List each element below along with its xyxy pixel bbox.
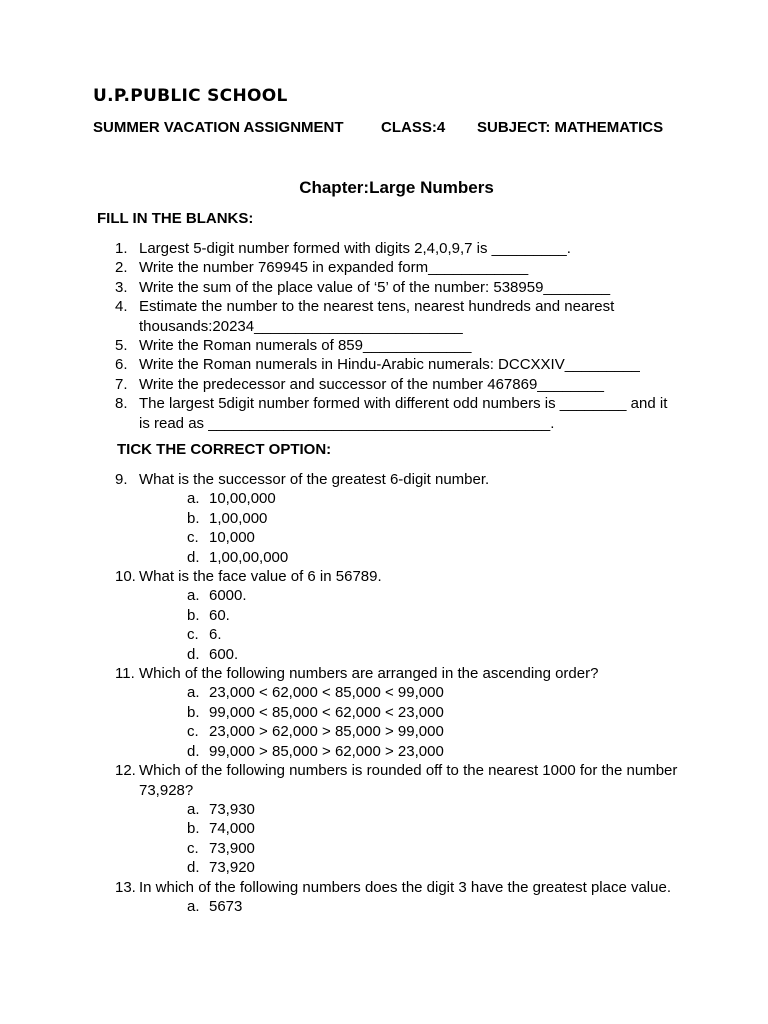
option-c[interactable] xyxy=(139,528,680,547)
option-label: a. xyxy=(187,587,200,605)
option-text: 99,000 > 85,000 > 62,000 > 23,000 xyxy=(209,742,444,760)
option-text: 23,000 > 62,000 > 85,000 > 99,000 xyxy=(209,723,444,741)
question-text: Write the Roman numerals of 859_____________ xyxy=(139,337,472,355)
option-label: b. xyxy=(187,606,200,624)
question-number: 8. xyxy=(115,395,128,413)
option-a[interactable] xyxy=(139,897,680,916)
option-a[interactable] xyxy=(139,800,680,819)
option-d[interactable] xyxy=(139,548,680,567)
fill-blanks-heading: FILL IN THE BLANKS: xyxy=(97,210,254,227)
option-text: 99,000 < 85,000 < 62,000 < 23,000 xyxy=(209,703,444,721)
option-label: a. xyxy=(187,684,200,702)
option-c[interactable] xyxy=(139,722,680,741)
option-d[interactable] xyxy=(139,742,680,761)
question-text: Which of the following numbers is rounded off to the nearest 1000 for the number 73,928? xyxy=(139,762,678,799)
question-number: 12. xyxy=(115,762,136,780)
question-text: Write the predecessor and successor of the number 467869________ xyxy=(139,375,605,393)
option-label: a. xyxy=(187,897,200,915)
question-7 xyxy=(115,375,680,394)
question-2 xyxy=(115,258,680,277)
option-d[interactable] xyxy=(139,858,680,877)
question-6 xyxy=(115,355,680,374)
option-text: 6000. xyxy=(209,587,247,605)
option-list xyxy=(139,897,680,916)
question-text: What is the face value of 6 in 56789. xyxy=(139,568,382,586)
option-label: c. xyxy=(187,529,199,547)
option-text: 600. xyxy=(209,645,239,663)
option-label: c. xyxy=(187,839,199,857)
option-text: 73,920 xyxy=(209,859,255,877)
question-4 xyxy=(115,297,680,336)
option-text: 60. xyxy=(209,606,230,624)
question-8 xyxy=(115,394,680,433)
class-label: CLASS:4 xyxy=(381,119,446,136)
question-number: 4. xyxy=(115,298,128,316)
question-text: Write the Roman numerals in Hindu-Arabic numerals: DCCXXIV_________ xyxy=(139,356,640,374)
question-number: 3. xyxy=(115,278,128,296)
option-text: 10,000 xyxy=(209,529,255,547)
option-list xyxy=(139,800,680,878)
option-label: c. xyxy=(187,626,199,644)
assignment-title: SUMMER VACATION ASSIGNMENT xyxy=(93,119,344,136)
question-13 xyxy=(115,878,680,917)
option-text: 73,900 xyxy=(209,839,255,857)
option-a[interactable] xyxy=(139,683,680,702)
option-text: 5673 xyxy=(209,897,243,915)
option-text: 6. xyxy=(209,626,222,644)
question-number: 11. xyxy=(115,665,135,683)
question-number: 7. xyxy=(115,375,128,393)
subject-label: SUBJECT: MATHEMATICS xyxy=(477,119,664,136)
question-number: 5. xyxy=(115,337,128,355)
option-a[interactable] xyxy=(139,586,680,605)
option-b[interactable] xyxy=(139,509,680,528)
option-label: b. xyxy=(187,703,200,721)
assignment-header xyxy=(93,119,663,136)
question-number: 2. xyxy=(115,259,128,277)
question-text: Write the sum of the place value of ‘5’ of the number: 538959________ xyxy=(139,278,611,296)
option-label: a. xyxy=(187,800,200,818)
option-text: 74,000 xyxy=(209,820,255,838)
option-label: b. xyxy=(187,820,200,838)
option-text: 1,00,00,000 xyxy=(209,548,289,566)
option-a[interactable] xyxy=(139,489,680,508)
option-text: 23,000 < 62,000 < 85,000 < 99,000 xyxy=(209,684,444,702)
question-text: In which of the following numbers does the digit 3 have the greatest place value. xyxy=(139,878,671,896)
question-3 xyxy=(115,278,680,297)
question-text: The largest 5digit number formed with different odd numbers is ________ and it is read as _________________________________________. xyxy=(139,395,668,432)
question-number: 13. xyxy=(115,878,136,896)
option-label: a. xyxy=(187,490,200,508)
question-number: 6. xyxy=(115,356,128,374)
question-number: 10. xyxy=(115,568,136,586)
question-text: Largest 5-digit number formed with digits 2,4,0,9,7 is _________. xyxy=(139,240,571,257)
chapter-title: Chapter:Large Numbers xyxy=(299,178,494,197)
option-text: 73,930 xyxy=(209,800,255,818)
question-12 xyxy=(115,761,680,877)
question-number: 9. xyxy=(115,471,128,488)
option-d[interactable] xyxy=(139,645,680,664)
question-number: 1. xyxy=(115,240,128,257)
question-text: What is the successor of the greatest 6-digit number. xyxy=(139,471,490,488)
tick-option-heading: TICK THE CORRECT OPTION: xyxy=(117,441,332,458)
question-text: Write the number 769945 in expanded form____________ xyxy=(139,259,529,277)
option-b[interactable] xyxy=(139,819,680,838)
question-10 xyxy=(115,567,680,664)
option-label: d. xyxy=(187,859,200,877)
question-9 xyxy=(115,470,680,567)
question-text: Which of the following numbers are arranged in the ascending order? xyxy=(139,665,599,683)
option-c[interactable] xyxy=(139,839,680,858)
tick-option-list xyxy=(115,470,680,916)
option-b[interactable] xyxy=(139,703,680,722)
question-1 xyxy=(115,239,680,258)
option-text: 10,00,000 xyxy=(209,490,276,508)
option-list xyxy=(139,586,680,664)
school-name: U.P.PUBLIC SCHOOL xyxy=(93,86,288,106)
question-11 xyxy=(115,664,680,761)
option-label: b. xyxy=(187,509,200,527)
option-c[interactable] xyxy=(139,625,680,644)
option-label: c. xyxy=(187,723,199,741)
question-5 xyxy=(115,336,680,355)
option-list xyxy=(139,683,680,761)
option-label: d. xyxy=(187,742,200,760)
fill-blanks-list xyxy=(115,239,680,433)
option-list xyxy=(139,489,680,567)
option-label: d. xyxy=(187,645,200,663)
option-b[interactable] xyxy=(139,606,680,625)
option-text: 1,00,000 xyxy=(209,509,268,527)
question-text: Estimate the number to the nearest tens, nearest hundreds and nearest thousands:20234_________________________ xyxy=(139,298,615,335)
option-label: d. xyxy=(187,548,200,566)
